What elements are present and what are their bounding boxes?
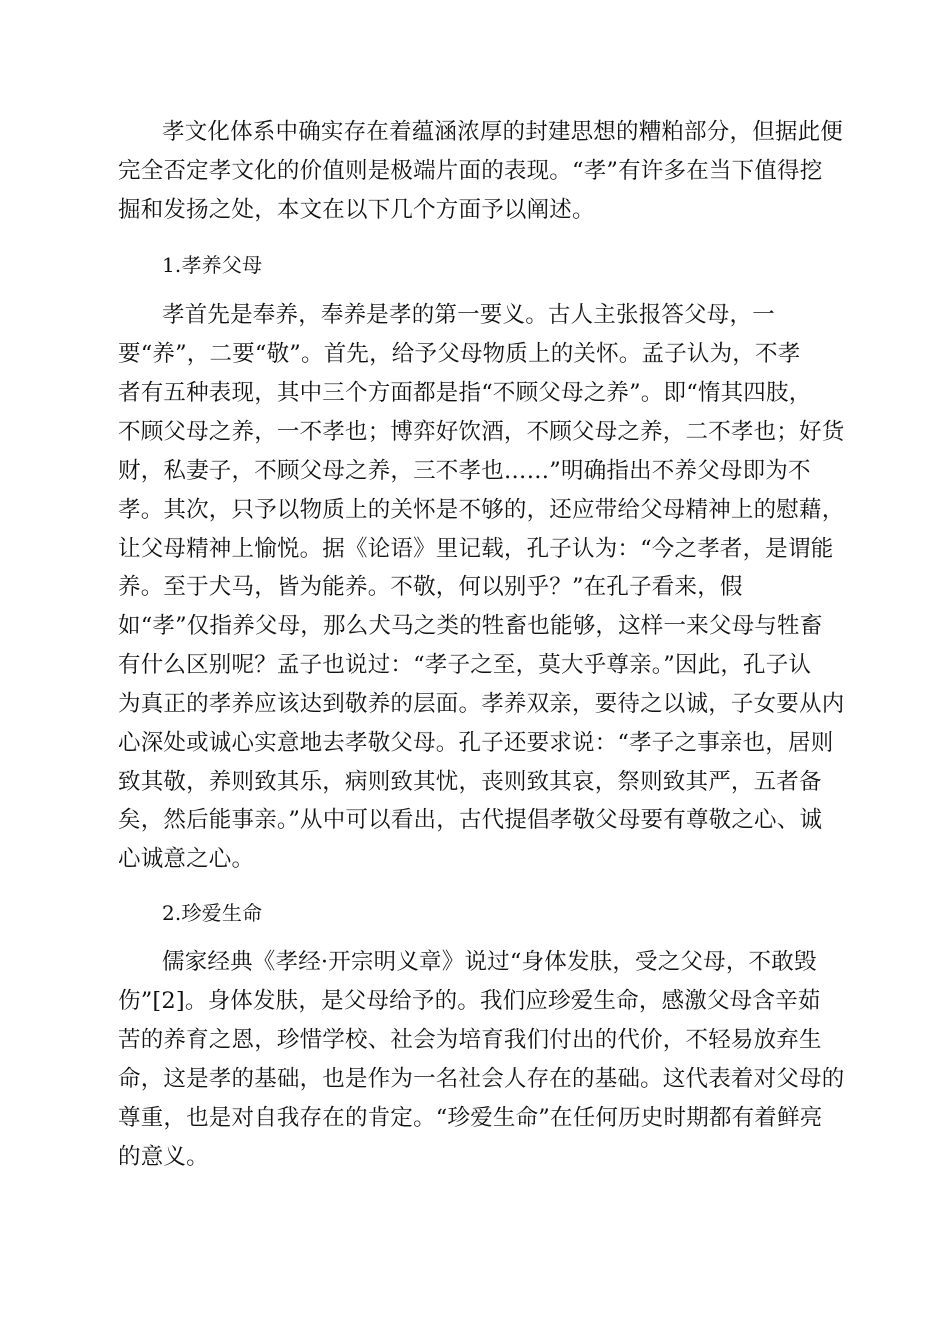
intro-line: 孝文化体系中确实存在着蕴涵浓厚的封建思想的糟粕部分，但据此便	[162, 119, 844, 145]
section1-line: 者有五种表现，其中三个方面都是指“不顾父母之养”。即“惰其四肢，	[118, 380, 812, 406]
intro-line: 掘和发扬之处，本文在以下几个方面予以阐述。	[118, 197, 595, 223]
section1-line: 为真正的孝养应该达到敬养的层面。孝养双亲，要待之以诚，子女要从内	[118, 691, 845, 717]
section1-line: 养。至于犬马，皆为能养。不敬，何以别乎？”在孔子看来，假	[118, 574, 743, 600]
section1-line: 致其敬，养则致其乐，病则致其忧，丧则致其哀，祭则致其严，五者备	[118, 769, 822, 795]
section-heading-1: 1.孝养父母	[162, 253, 263, 277]
section2-line: 苦的养育之恩，珍惜学校、社会为培育我们付出的代价，不轻易放弃生	[118, 1027, 822, 1053]
section2-line: 命，这是孝的基础，也是作为一名社会人存在的基础。这代表着对父母的	[118, 1066, 845, 1092]
section-heading-2: 2.珍爱生命	[162, 901, 263, 925]
section1-line: 矣，然后能事亲。”从中可以看出，古代提倡孝敬父母要有尊敬之心、诚	[118, 807, 823, 833]
section2-line: 儒家经典《孝经·开宗明义章》说过“身体发肤，受之父母，不敢毁	[162, 949, 817, 975]
section1-line: 心深处或诚心实意地去孝敬父母。孔子还要求说：“孝子之事亲也，居则	[118, 730, 834, 756]
section1-line: 财，私妻子，不顾父母之养，三不孝也……”明确指出不养父母即为不	[118, 458, 811, 484]
section1-line: 有什么区别呢？孟子也说过：“孝子之至，莫大乎尊亲。”因此，孔子认	[118, 652, 812, 678]
section1-line: 如“孝”仅指养父母，那么犬马之类的牲畜也能够，这样一来父母与牲畜	[118, 613, 823, 639]
section2-line: 的意义。	[118, 1144, 209, 1170]
section1-line: 孝首先是奉养，奉养是孝的第一要义。古人主张报答父母，一	[162, 302, 775, 328]
section1-line: 让父母精神上愉悦。据《论语》里记载，孔子认为：“今之孝者，是谓能	[118, 536, 834, 562]
section2-line: 伤”[2]。身体发肤，是父母给予的。我们应珍爱生命，感激父母含辛茹	[118, 988, 821, 1014]
intro-line: 完全否定孝文化的价值则是极端片面的表现。“孝”有许多在当下值得挖	[118, 158, 823, 184]
section1-line: 心诚意之心。	[118, 846, 255, 872]
section1-line: 要“养”，二要“敬”。首先，给予父母物质上的关怀。孟子认为，不孝	[118, 341, 801, 367]
section1-line: 孝。其次，只予以物质上的关怀是不够的，还应带给父母精神上的慰藉，	[118, 497, 845, 523]
section2-line: 尊重，也是对自我存在的肯定。“珍爱生命”在任何历史时期都有着鲜亮	[118, 1105, 823, 1131]
section1-line: 不顾父母之养，一不孝也；博弈好饮酒，不顾父母之养，二不孝也；好货	[118, 419, 845, 445]
